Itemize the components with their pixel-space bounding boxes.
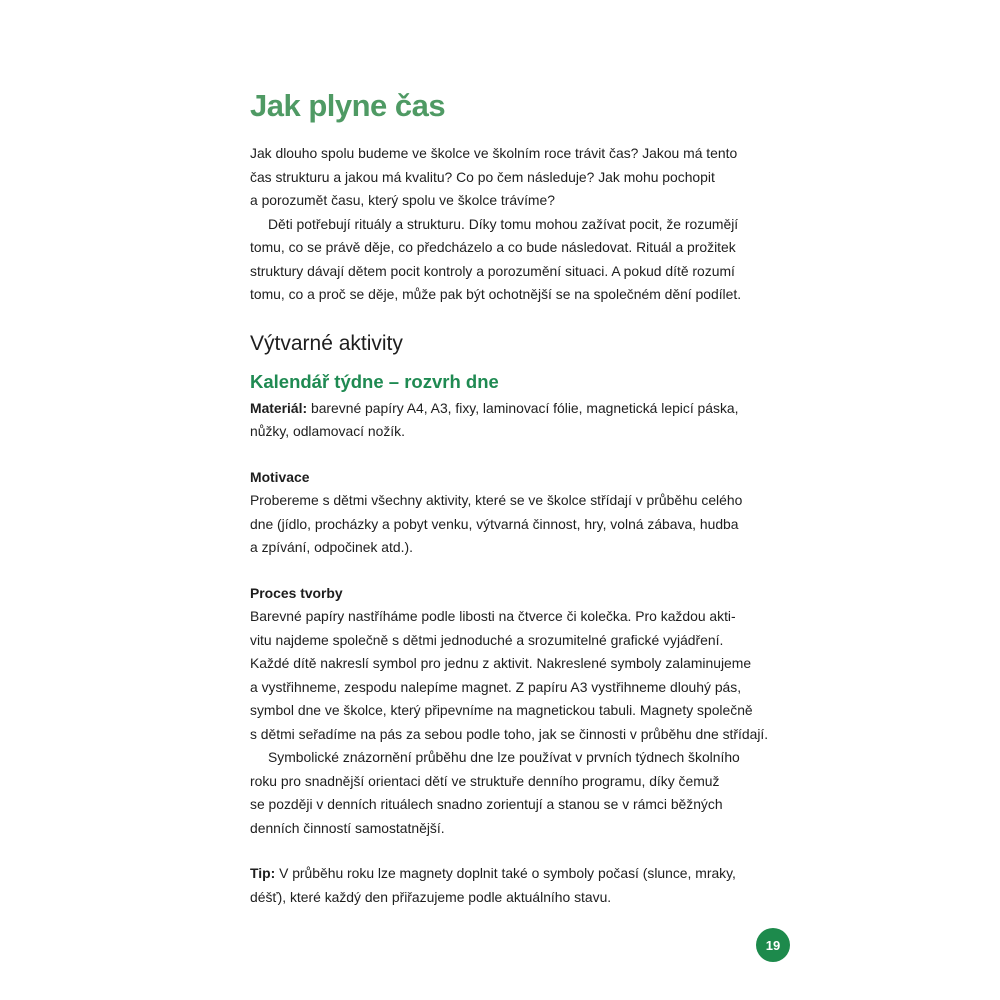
text-line: Symbolické znázornění průběhu dne lze používat v prvních týdnech školního [268, 749, 740, 765]
text-line: tomu, co se právě děje, co předcházelo a co bude následovat. Rituál a prožitek [250, 239, 736, 255]
intro-paragraph-2 [250, 213, 810, 307]
text-line: symbol dne ve školce, který připevníme na magnetickou tabuli. Magnety společně [250, 702, 753, 718]
material-label: Materiál: [250, 399, 308, 416]
tip-paragraph [250, 862, 810, 909]
material-text: barevné papíry A4, A3, fixy, laminovací fólie, magnetická lepicí páska, [307, 399, 739, 416]
text-line: roku pro snadnější orientaci dětí ve struktuře denního programu, díky čemuž [250, 772, 720, 789]
text-line: a zpívání, odpočinek atd.). [250, 539, 413, 555]
text-line: vitu najdeme společně s dětmi jednoduché a srozumitelné grafické vyjádření. [250, 631, 724, 648]
text-line: s dětmi seřadíme na pás za sebou podle toho, jak se činnosti v průběhu dne střídají. [250, 725, 769, 742]
intro-paragraph-1 [250, 142, 810, 213]
text-line: Barevné papíry nastříháme podle libosti na čtverce či kolečka. Pro každou akti- [250, 608, 736, 624]
proces-heading: Proces tvorby [250, 584, 343, 601]
material-line-1 [250, 397, 810, 421]
text-line: Každé dítě nakreslí symbol pro jednu z aktivit. Nakreslené symboly zalaminujeme [250, 655, 752, 671]
page-content [250, 80, 810, 909]
text-line: denních činností samostatnější. [250, 819, 445, 836]
text-line: Jak dlouho spolu budeme ve školce ve školním roce trávit čas? Jakou má tento [250, 145, 738, 161]
activity-title: Kalendář týdne – rozvrh dne [250, 370, 499, 392]
text-line: déšť), které každý den přiřazujeme podle aktuálního stavu. [250, 888, 612, 905]
proces-paragraph-1 [250, 605, 810, 746]
text-line: se později v denních rituálech snadno zorientují a stanou se v rámci běžných [250, 796, 723, 812]
text-line: Děti potřebují rituály a strukturu. Díky tomu mohou zažívat pocit, že rozumějí [268, 215, 739, 232]
text-line: čas strukturu a jakou má kvalitu? Co po čem následuje? Jak mohu pochopit [250, 168, 715, 185]
motivace-heading: Motivace [250, 468, 310, 485]
proces-paragraph-2 [250, 746, 810, 840]
page-number-badge: 19 [756, 928, 790, 962]
motivace-paragraph [250, 489, 810, 560]
text-line: a vystřihneme, zespodu nalepíme magnet. Z papíru A3 vystřihneme dlouhý pás, [250, 678, 742, 695]
material-paragraph [250, 397, 810, 444]
tip-label: Tip: [250, 865, 276, 881]
page-title: Jak plyne čas [250, 88, 446, 123]
tip-text: V průběhu roku lze magnety doplnit také o symboly počasí (slunce, mraky, [275, 865, 736, 881]
text-line: Probereme s dětmi všechny aktivity, které se ve školce střídají v průběhu celého [250, 492, 743, 508]
text-line: tomu, co a proč se děje, může pak být ochotnější se na společném dění podílet. [250, 286, 742, 302]
tip-line-1 [250, 862, 810, 886]
text-line: a porozumět času, který spolu ve školce trávíme? [250, 192, 555, 208]
text-line: nůžky, odlamovací nožík. [250, 423, 405, 439]
text-line: dne (jídlo, procházky a pobyt venku, výtvarná činnost, hry, volná zábava, hudba [250, 515, 739, 532]
text-line: struktury dávají dětem pocit kontroly a porozumění situaci. A pokud dítě rozumí [250, 262, 735, 279]
section-heading: Výtvarné aktivity [250, 331, 403, 355]
